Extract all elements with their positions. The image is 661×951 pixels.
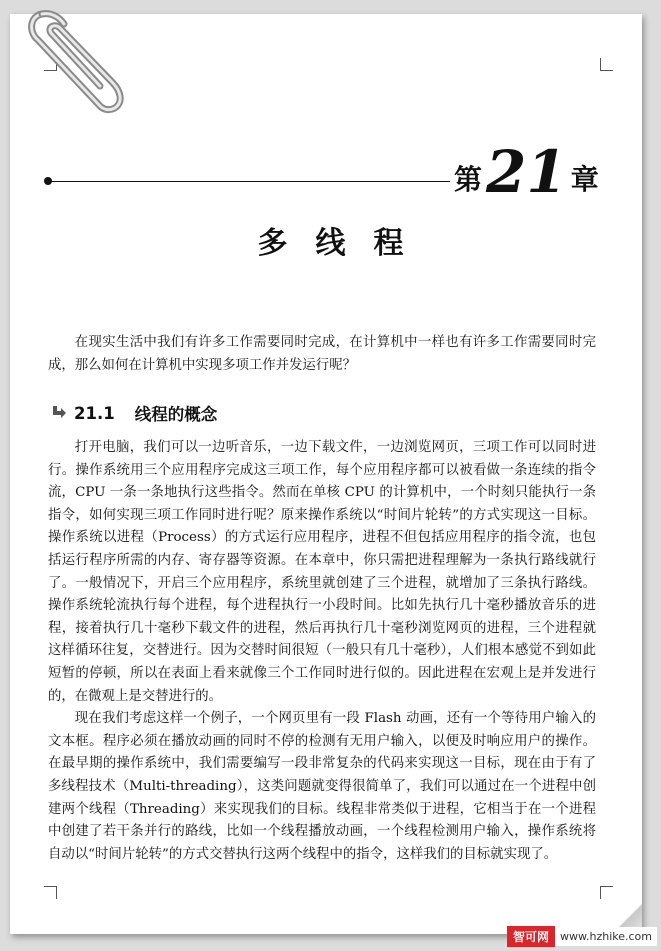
body-paragraph-1: 打开电脑，我们可以一边听音乐，一边下载文件，一边浏览网页，三项工作可以同时进行。操作系统用三个应用程序完成这三项工作，每个应用程序都可以被看做一条连续的指令流，CPU 一条一条地执行这些指令。然而在单核 CPU 的计算机中，一个时刻只能执行一条指令，如何实现三项工作同时进行呢？原来操作系统以“时间片轮转”的方式实现这一目标。操作系统以进程（Process）的方式运行应用程序，进程不但包括应用程序的指令流，也包括运行程序所需的内存、寄存器等资源。在本章中，你只需把进程理解为一条执行路线就行了。一般情况下，开启三个应用程序，系统里就创建了三个进程，就增加了三条执行路线。操作系统轮流执行每个进程，每个进程执行一小段时间。比如先执行几十毫秒播放音乐的进程，接着执行几十毫秒下载文件的进程，然后再执行几十毫秒浏览网页的进程，三个进程就这样循环往复，交替进行。因为交替时间很短（一般只有几十毫秒），人们根本感觉不到如此短暂的停顿，所以在表面上看来就像三个工作同时进行似的。因此进程在宏观上是并发进行的，在微观上是交替进行的。 bbox=[48, 440, 596, 704]
intro-paragraph: 在现实生活中我们有许多工作需要同时完成，在计算机中一样也有许多工作需要同时完成，那么如何在计算机中实现多项工作并发运行呢？ bbox=[48, 335, 596, 373]
intro-text bbox=[48, 332, 596, 377]
crop-mark-bottom-right bbox=[600, 886, 613, 899]
chapter-title: 多线程 bbox=[257, 226, 432, 261]
crop-mark-bottom-left bbox=[44, 886, 57, 899]
body-paragraph-2: 现在我们考虑这样一个例子，一个网页里有一段 Flash 动画，还有一个等待用户输入的文本框。程序必须在播放动画的同时不停的检测有无用户输入，以便及时响应用户的操作。在最早期的操作系统中，我们需要编写一段非常复杂的代码来实现这一目标，现在由于有了多线程技术（Multi-threading），这类问题就变得很简单了，我们可以通过在一个进程中创建两个线程（Threading）来实现我们的目标。线程非常类似于进程，它相当于在一个进程中创建了若干条并行的路线，比如一个线程播放动画，一个线程检测用户输入，操作系统将自动以“时间片轮转”的方式交替执行这两个线程中的指令，这样我们的目标就实现了。 bbox=[48, 711, 596, 862]
chapter-number: 21 bbox=[486, 138, 567, 206]
section-heading bbox=[50, 400, 217, 426]
watermark-brand: 智可网 bbox=[507, 926, 555, 947]
chapter-heading bbox=[454, 138, 599, 206]
crop-mark-top-right bbox=[600, 58, 613, 71]
watermark bbox=[507, 925, 657, 947]
section-title: 线程的概念 bbox=[134, 405, 218, 424]
section-number: 21.1 bbox=[74, 403, 115, 423]
watermark-url: www.hzhike.com bbox=[555, 927, 657, 946]
section-arrow-icon bbox=[50, 404, 68, 422]
chapter-suffix: 章 bbox=[570, 163, 599, 196]
paperclip-icon bbox=[20, 2, 130, 122]
chapter-rule bbox=[48, 181, 450, 182]
chapter-prefix: 第 bbox=[454, 163, 483, 196]
body-text bbox=[48, 437, 596, 866]
